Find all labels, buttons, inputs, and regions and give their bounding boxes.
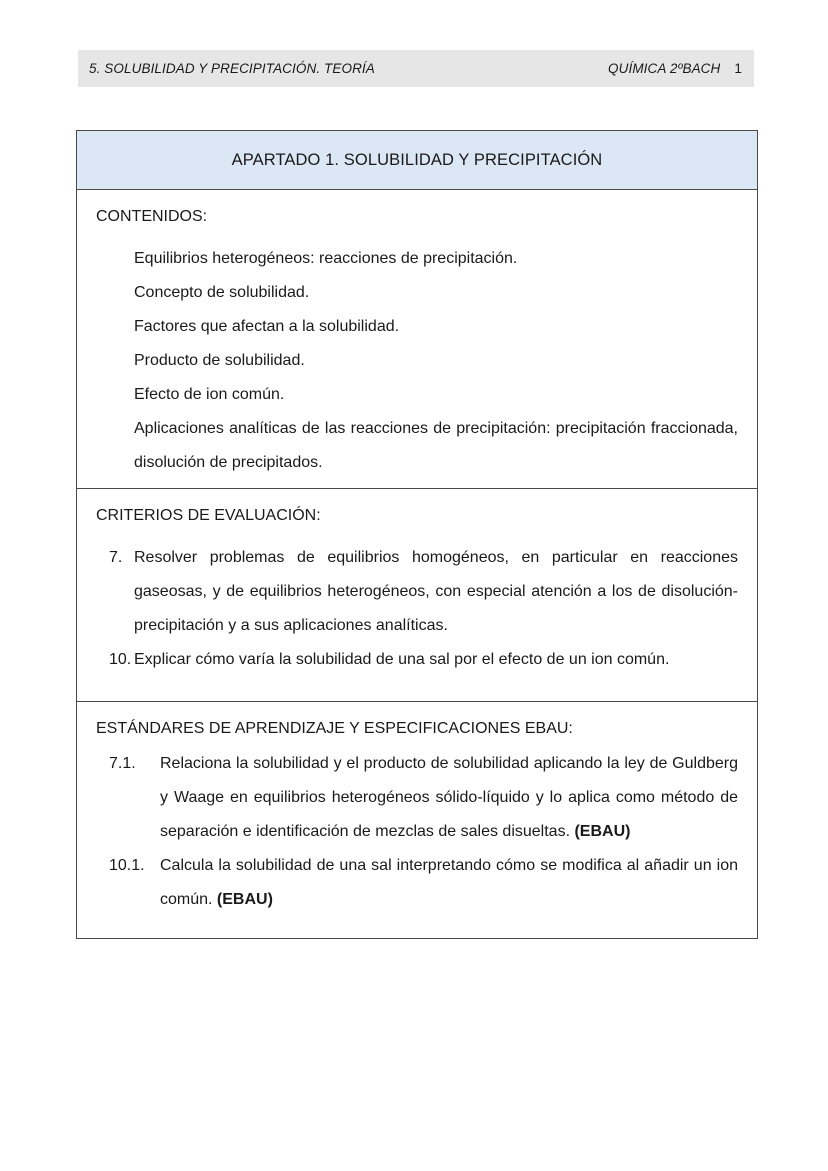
item-number: 10. xyxy=(109,651,132,668)
page-number: 1 xyxy=(734,61,742,76)
header-section-title: 5. SOLUBILIDAD Y PRECIPITACIÓN. TEORÍA xyxy=(89,61,375,76)
item-text-wrapper xyxy=(160,849,738,917)
list-item xyxy=(96,643,738,677)
item-text: Explicar cómo varía la solubilidad de una sal por el efecto de un ion común. xyxy=(134,651,670,668)
item-text: Calcula la solubilidad de una sal interpretando cómo se modifica al añadir un ion común. xyxy=(160,857,738,908)
list-item xyxy=(96,747,738,849)
contenidos-list xyxy=(134,242,738,480)
estandares-heading: ESTÁNDARES DE APRENDIZAJE Y ESPECIFICACIONES EBAU: xyxy=(96,720,573,737)
header-subject: QUÍMICA 2ºBACH xyxy=(608,61,721,76)
contenidos-section xyxy=(77,190,757,489)
criterios-heading: CRITERIOS DE EVALUACIÓN: xyxy=(96,507,321,524)
list-item xyxy=(96,541,738,643)
item-number: 10.1. xyxy=(109,857,145,874)
item-text: Resolver problemas de equilibrios homogéneos, en particular en reacciones gaseosas, y de equilibrios heterogéneos, con especial atención a los de disolución-precipitación y a sus aplicaciones analíticas. xyxy=(134,549,738,634)
list-item: Factores que afectan a la solubilidad. xyxy=(134,318,400,335)
ebau-tag: (EBAU) xyxy=(216,891,273,908)
running-header xyxy=(78,50,754,87)
contenidos-heading: CONTENIDOS: xyxy=(96,208,208,225)
list-item: Aplicaciones analíticas de las reacciones de precipitación: precipitación fraccionada, disolución de precipitados. xyxy=(134,420,738,471)
item-text: Relaciona la solubilidad y el producto de solubilidad aplicando la ley de Guldberg y Waage en equilibrios heterogéneos sólido-líquido y lo aplica como método de separación e identificación de mezclas de sales disueltas. xyxy=(160,755,738,840)
list-item xyxy=(96,849,738,917)
criterios-list xyxy=(96,541,738,677)
estandares-section xyxy=(77,702,757,939)
criterios-section xyxy=(77,489,757,702)
list-item: Producto de solubilidad. xyxy=(134,352,305,369)
item-number: 7. xyxy=(109,549,123,566)
estandares-list xyxy=(96,747,738,917)
list-item: Concepto de solubilidad. xyxy=(134,284,310,301)
item-text-wrapper xyxy=(160,747,738,849)
syllabus-table xyxy=(76,130,758,939)
list-item: Efecto de ion común. xyxy=(134,386,285,403)
ebau-tag: (EBAU) xyxy=(574,823,631,840)
header-course xyxy=(608,61,742,76)
item-number: 7.1. xyxy=(109,755,136,772)
table-title: APARTADO 1. SOLUBILIDAD Y PRECIPITACIÓN xyxy=(77,131,757,190)
list-item: Equilibrios heterogéneos: reacciones de precipitación. xyxy=(134,250,518,267)
